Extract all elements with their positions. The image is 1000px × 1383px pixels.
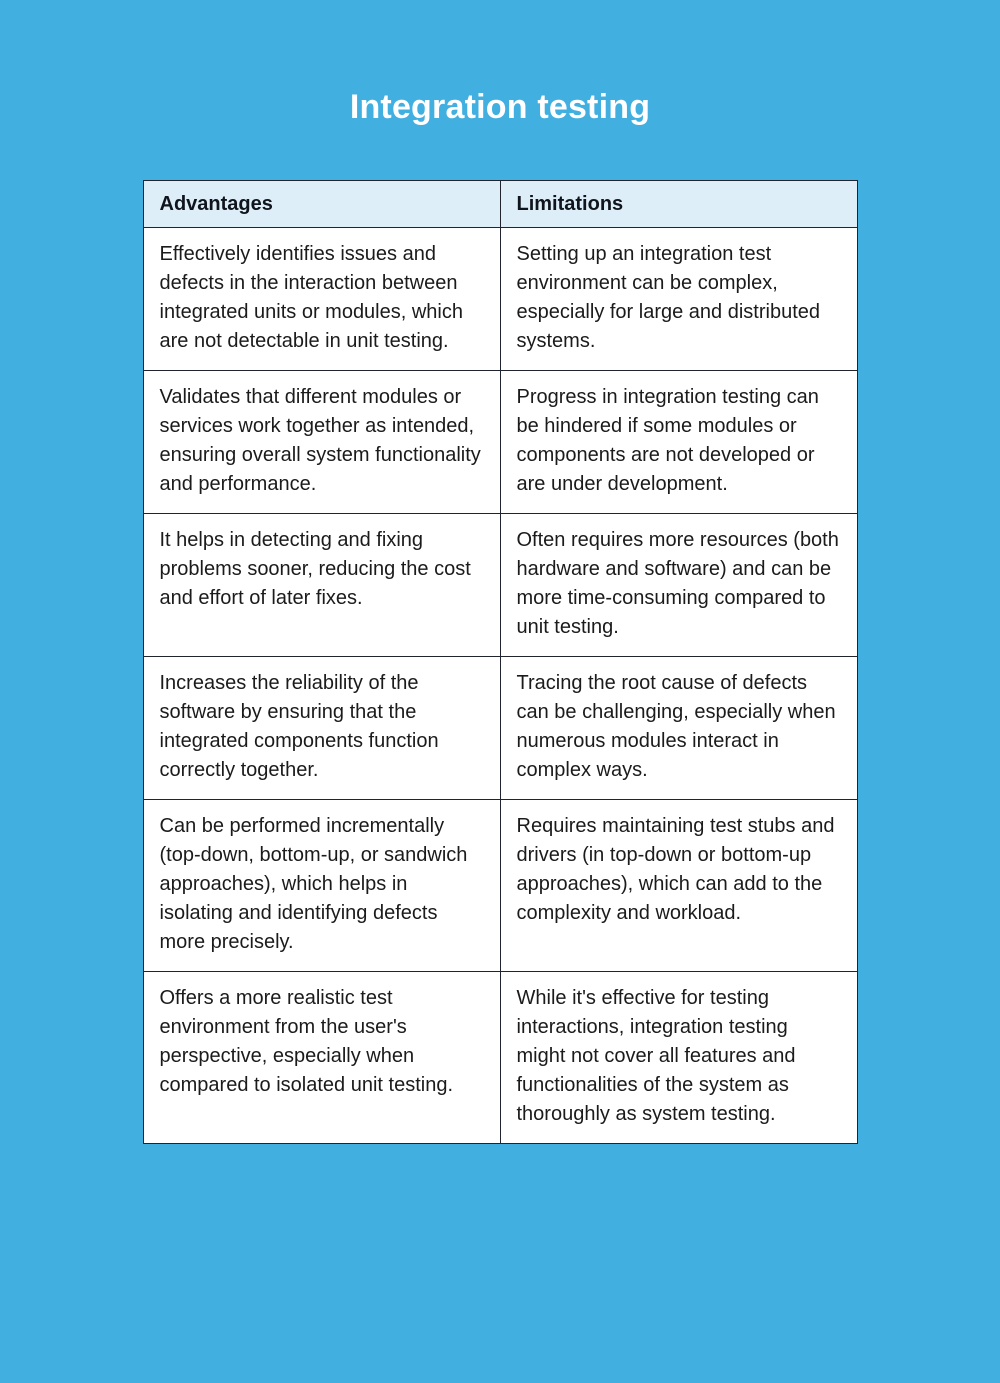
table-row — [143, 514, 857, 657]
page-title: Integration testing — [349, 88, 651, 126]
cell-advantage: Can be performed incrementally (top-down, bottom-up, or sandwich approaches), which helps in isolating and identifying defects more precisely. — [143, 800, 500, 972]
cell-limitation: Requires maintaining test stubs and drivers (in top-down or bottom-up approaches), which can add to the complexity and workload. — [500, 800, 857, 972]
cell-limitation: Setting up an integration test environment can be complex, especially for large and distributed systems. — [500, 228, 857, 371]
cell-advantage: Validates that different modules or services work together as intended, ensuring overall system functionality and performance. — [143, 371, 500, 514]
cell-advantage: It helps in detecting and fixing problems sooner, reducing the cost and effort of later fixes. — [143, 514, 500, 657]
cell-limitation: Tracing the root cause of defects can be challenging, especially when numerous modules interact in complex ways. — [500, 657, 857, 800]
table-header-row — [143, 181, 857, 228]
table-row — [143, 972, 857, 1144]
comparison-table — [143, 180, 858, 1144]
cell-limitation: While it's effective for testing interactions, integration testing might not cover all features and functionalities of the system as thoroughly as system testing. — [500, 972, 857, 1144]
cell-advantage: Effectively identifies issues and defects in the interaction between integrated units or modules, which are not detectable in unit testing. — [143, 228, 500, 371]
table-row — [143, 800, 857, 972]
table-row — [143, 657, 857, 800]
cell-advantage: Increases the reliability of the software by ensuring that the integrated components function correctly together. — [143, 657, 500, 800]
column-header-advantages: Advantages — [143, 181, 500, 228]
cell-limitation: Often requires more resources (both hardware and software) and can be more time-consuming compared to unit testing. — [500, 514, 857, 657]
table-row — [143, 228, 857, 371]
cell-limitation: Progress in integration testing can be hindered if some modules or components are not developed or are under development. — [500, 371, 857, 514]
table-row — [143, 371, 857, 514]
column-header-limitations: Limitations — [500, 181, 857, 228]
cell-advantage: Offers a more realistic test environment from the user's perspective, especially when compared to isolated unit testing. — [143, 972, 500, 1144]
